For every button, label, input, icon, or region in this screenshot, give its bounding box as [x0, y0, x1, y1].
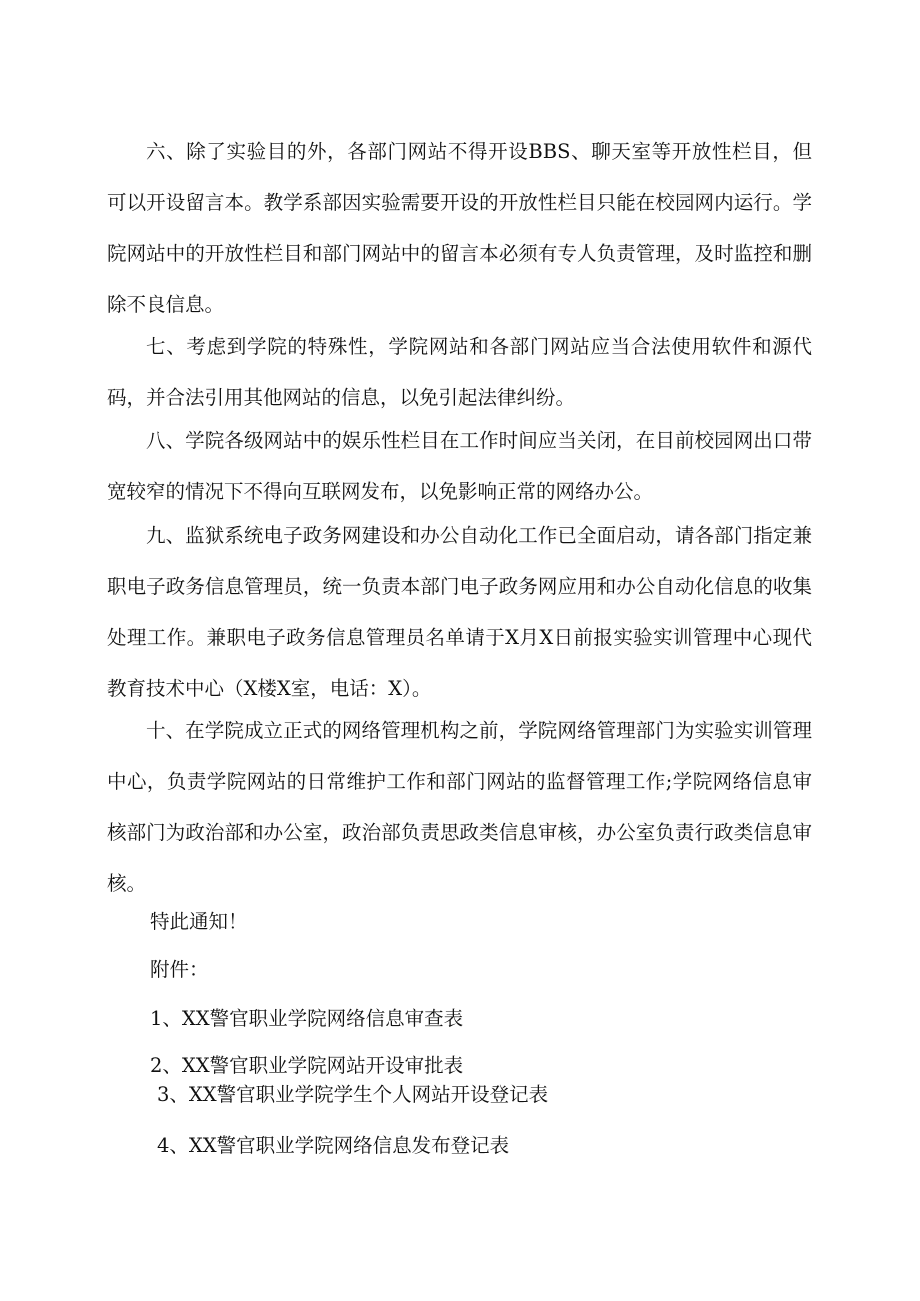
paragraph-six: 六、除了实验目的外，各部门网站不得开设BBS、聊天室等开放性栏目，但可以开设留言本。教学系部因实验需要开设的开放性栏目只能在校园网内运行。学院网站中的开放性栏目和部门网站中的留言本必须有专人负责管理，及时监控和删除不良信息。 [107, 140, 812, 316]
attachment-item-1: 1、XX警官职业学院网络信息审查表 [150, 1007, 464, 1030]
paragraph-eight: 八、学院各级网站中的娱乐性栏目在工作时间应当关闭，在目前校园网出口带宽较窄的情况下不得向互联网发布，以免影响正常的网络办公。 [107, 429, 812, 503]
paragraph-ten: 十、在学院成立正式的网络管理机构之前，学院网络管理部门为实验实训管理中心，负责学院网站的日常维护工作和部门网站的监督管理工作;学院网络信息审核部门为政治部和办公室，政治部负责思政类信息审核，办公室负责行政类信息审核。 [107, 719, 812, 895]
notice-text: 特此通知！ [150, 910, 248, 933]
attachment-item-2: 2、XX警官职业学院网站开设审批表 [150, 1054, 464, 1077]
attachments-label: 附件： [150, 958, 209, 981]
paragraph-seven: 七、考虑到学院的特殊性，学院网站和各部门网站应当合法使用软件和源代码，并合法引用其他网站的信息，以免引起法律纠纷。 [107, 335, 812, 409]
paragraph-nine: 九、监狱系统电子政务网建设和办公自动化工作已全面启动，请各部门指定兼职电子政务信息管理员，统一负责本部门电子政务网应用和办公自动化信息的收集处理工作。兼职电子政务信息管理员名单请于X月X日前报实验实训管理中心现代教育技术中心（X楼X室，电话：X）。 [107, 524, 812, 700]
attachment-item-3: 3、XX警官职业学院学生个人网站开设登记表 [157, 1083, 549, 1106]
attachment-item-4: 4、XX警官职业学院网络信息发布登记表 [157, 1134, 510, 1157]
